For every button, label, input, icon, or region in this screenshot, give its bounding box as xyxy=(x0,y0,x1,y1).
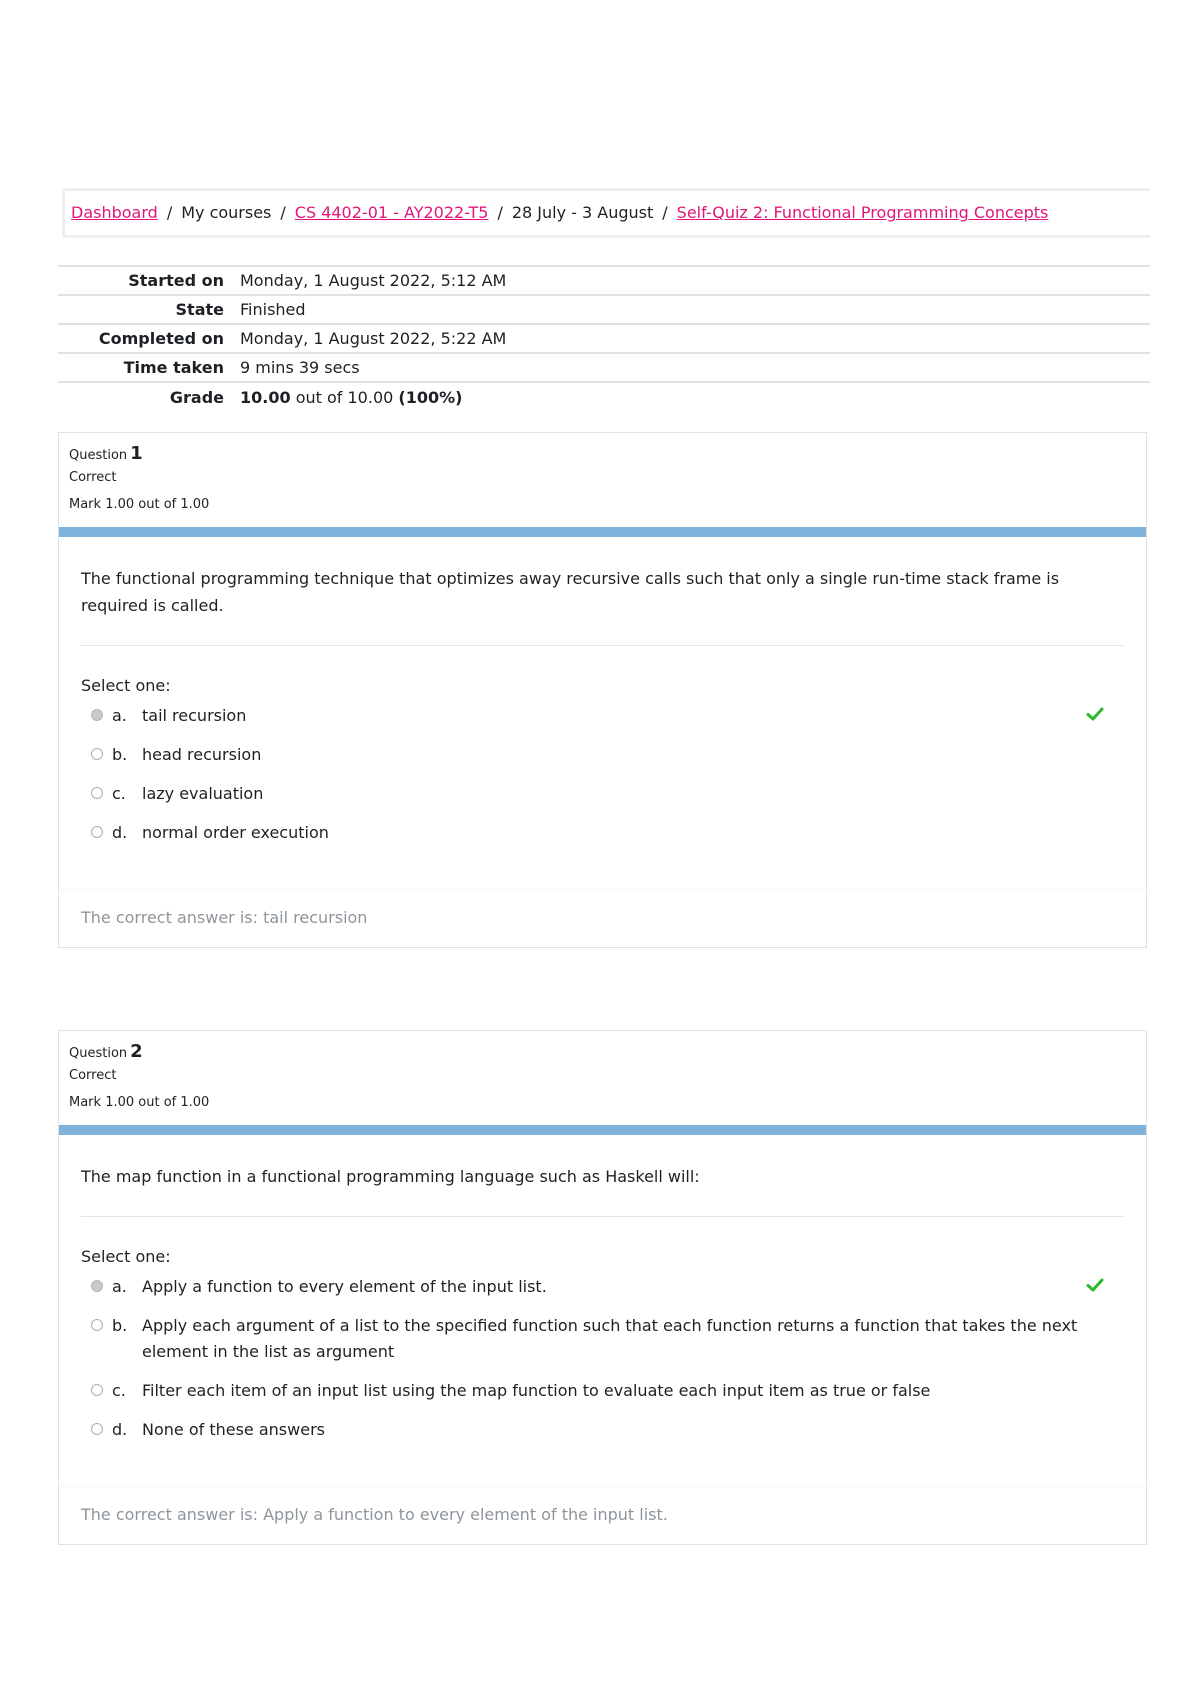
option-letter: d. xyxy=(112,823,128,842)
summary-value xyxy=(232,382,1150,411)
radio-icon[interactable] xyxy=(91,709,103,721)
question-mark: Mark 1.00 out of 1.00 xyxy=(69,497,210,512)
question-info xyxy=(59,433,1146,527)
answer-option-d[interactable] xyxy=(81,1417,1124,1443)
summary-value: Monday, 1 August 2022, 5:22 AM xyxy=(240,329,507,348)
question-number xyxy=(69,443,1146,464)
question-number-value: 2 xyxy=(130,1041,143,1062)
breadcrumb-course-link[interactable]: CS 4402-01 - AY2022-T5 xyxy=(294,203,489,222)
grade-out-of: out of 10.00 xyxy=(290,387,399,407)
question-info xyxy=(59,1031,1146,1125)
breadcrumb-separator: / xyxy=(280,203,286,222)
answer-option-a[interactable] xyxy=(81,1274,1124,1300)
answer-option-b[interactable] xyxy=(81,1313,1124,1365)
attempt-summary-table xyxy=(58,265,1150,411)
question-state: Correct xyxy=(69,470,117,485)
question-mark: Mark 1.00 out of 1.00 xyxy=(69,1095,210,1110)
answer-option-d[interactable] xyxy=(81,820,1124,846)
radio-icon[interactable] xyxy=(91,748,103,760)
select-one-prompt: Select one: xyxy=(81,676,171,695)
summary-row-state xyxy=(58,295,1150,324)
option-letter: c. xyxy=(112,1381,126,1400)
option-letter: c. xyxy=(112,784,126,803)
breadcrumb-week: 28 July - 3 August xyxy=(511,203,654,222)
grade-score: 10.00 xyxy=(240,387,291,407)
radio-icon[interactable] xyxy=(91,1384,103,1396)
option-text: Apply a function to every element of the input list. xyxy=(142,1277,547,1296)
grade-percent: (100%) xyxy=(398,387,463,407)
question-label: Question xyxy=(69,1046,128,1061)
option-text: normal order execution xyxy=(142,823,329,842)
answer-option-c[interactable] xyxy=(81,1378,1124,1404)
summary-label: Started on xyxy=(128,271,224,290)
option-letter: b. xyxy=(112,1316,128,1335)
select-one-prompt: Select one: xyxy=(81,1247,171,1266)
summary-row-completed xyxy=(58,324,1150,353)
breadcrumb-separator: / xyxy=(662,203,668,222)
radio-icon[interactable] xyxy=(91,826,103,838)
radio-icon[interactable] xyxy=(91,787,103,799)
option-text: head recursion xyxy=(142,745,262,764)
option-text: None of these answers xyxy=(142,1420,325,1439)
question-text: The map function in a functional programming language such as Haskell will: xyxy=(81,1167,700,1186)
correct-answer-feedback: The correct answer is: tail recursion xyxy=(59,889,1146,947)
question-number-value: 1 xyxy=(130,443,143,464)
answer-options xyxy=(81,703,1124,846)
option-text: Apply each argument of a list to the specified function such that each function returns a function that takes the next element in the list as argument xyxy=(142,1316,1078,1361)
divider xyxy=(81,645,1124,646)
summary-value: 9 mins 39 secs xyxy=(240,358,360,377)
question-2 xyxy=(58,1030,1147,1545)
radio-icon[interactable] xyxy=(91,1423,103,1435)
question-number xyxy=(69,1041,1146,1062)
summary-row-time-taken xyxy=(58,353,1150,382)
question-state: Correct xyxy=(69,1068,117,1083)
question-content xyxy=(59,1125,1146,1486)
option-letter: a. xyxy=(112,706,127,725)
summary-value: Monday, 1 August 2022, 5:12 AM xyxy=(240,271,507,290)
option-text: tail recursion xyxy=(142,706,247,725)
check-icon xyxy=(1086,1276,1104,1294)
breadcrumb-separator: / xyxy=(497,203,503,222)
check-icon xyxy=(1086,705,1104,723)
divider xyxy=(81,1216,1124,1217)
summary-label: State xyxy=(175,300,224,319)
option-text: lazy evaluation xyxy=(142,784,264,803)
question-label: Question xyxy=(69,448,128,463)
breadcrumb xyxy=(62,188,1150,238)
summary-row-started xyxy=(58,266,1150,295)
breadcrumb-separator: / xyxy=(166,203,173,222)
option-letter: b. xyxy=(112,745,128,764)
summary-label: Grade xyxy=(169,387,224,407)
radio-icon[interactable] xyxy=(91,1319,103,1331)
answer-options xyxy=(81,1274,1124,1443)
answer-option-a[interactable] xyxy=(81,703,1124,729)
answer-option-b[interactable] xyxy=(81,742,1124,768)
summary-row-grade xyxy=(58,382,1150,411)
summary-value: Finished xyxy=(240,300,306,319)
breadcrumb-quiz-link[interactable]: Self-Quiz 2: Functional Programming Concepts xyxy=(676,203,1049,222)
radio-icon[interactable] xyxy=(91,1280,103,1292)
summary-label: Time taken xyxy=(123,358,224,377)
answer-option-c[interactable] xyxy=(81,781,1124,807)
correct-answer-feedback: The correct answer is: Apply a function to every element of the input list. xyxy=(59,1486,1146,1544)
summary-label: Completed on xyxy=(98,329,224,348)
option-text: Filter each item of an input list using the map function to evaluate each input item as true or false xyxy=(142,1381,931,1400)
question-text: The functional programming technique that optimizes away recursive calls such that only a single run-time stack frame is required is called. xyxy=(81,569,1060,615)
option-letter: a. xyxy=(112,1277,127,1296)
question-content xyxy=(59,527,1146,889)
breadcrumb-dashboard-link[interactable]: Dashboard xyxy=(71,203,158,222)
breadcrumb-my-courses: My courses xyxy=(181,203,272,222)
option-letter: d. xyxy=(112,1420,128,1439)
question-1 xyxy=(58,432,1147,948)
